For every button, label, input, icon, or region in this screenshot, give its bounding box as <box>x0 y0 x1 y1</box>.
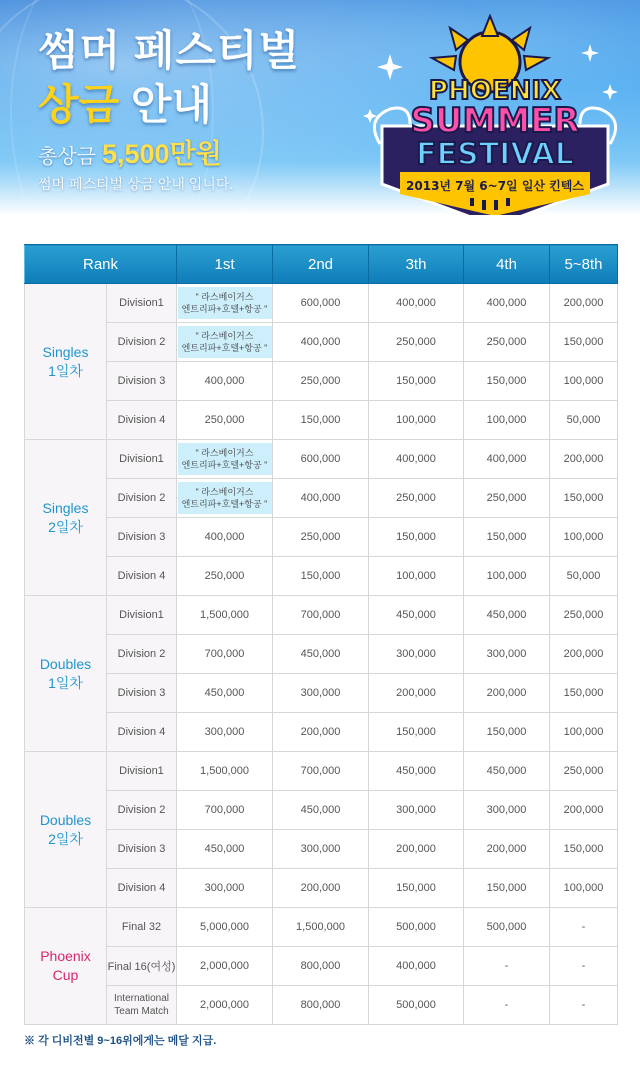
rank-group-name: Singles <box>42 343 89 360</box>
prize-package-cell <box>177 323 273 362</box>
prize-amount-cell: 100,000 <box>369 401 464 440</box>
prize-amount-cell: 250,000 <box>550 596 618 635</box>
prize-amount-cell: 1,500,000 <box>177 596 273 635</box>
column-header-2: 2nd <box>273 245 369 284</box>
rank-group-name: Doubles <box>39 811 92 828</box>
prize-amount-cell: 500,000 <box>369 986 464 1025</box>
prize-amount-cell: 50,000 <box>550 557 618 596</box>
prize-amount-cell: 150,000 <box>550 323 618 362</box>
table-row <box>25 908 618 947</box>
prize-amount-cell: 300,000 <box>177 869 273 908</box>
prize-amount-cell: - <box>550 947 618 986</box>
prize-amount-cell: 100,000 <box>464 401 550 440</box>
prize-amount-cell: 500,000 <box>369 908 464 947</box>
rank-group-label <box>25 908 107 1025</box>
vegas-package-badge: " 라스베이거스 엔트리파+호텔+항공 " <box>178 287 272 319</box>
prize-amount-cell: 250,000 <box>464 323 550 362</box>
prize-amount-cell: 450,000 <box>273 635 369 674</box>
table-row <box>25 401 618 440</box>
rank-group-day: 1일차 <box>48 674 83 691</box>
prize-amount-cell: 800,000 <box>273 986 369 1025</box>
phoenix-summer-festival-logo <box>360 14 630 215</box>
prize-amount-cell: 2,000,000 <box>177 986 273 1025</box>
table-row <box>25 830 618 869</box>
prize-amount-cell: 400,000 <box>177 518 273 557</box>
rank-group-day: Cup <box>52 967 79 983</box>
page-title: 썸머 페스티벌 <box>38 27 301 74</box>
prize-amount-cell: 400,000 <box>369 284 464 323</box>
prize-amount-cell: 500,000 <box>464 908 550 947</box>
page-subtitle <box>38 72 212 132</box>
prize-amount-cell: 450,000 <box>464 752 550 791</box>
prize-amount-cell: 250,000 <box>369 479 464 518</box>
prize-amount-cell: 400,000 <box>369 440 464 479</box>
prize-amount-cell: 450,000 <box>177 674 273 713</box>
rank-group-name: Singles <box>42 499 89 516</box>
rank-group-day: 2일차 <box>48 518 83 535</box>
prize-amount-cell: 200,000 <box>550 791 618 830</box>
prize-amount-cell: 150,000 <box>273 401 369 440</box>
prize-amount-cell: 400,000 <box>464 440 550 479</box>
prize-amount-cell: 400,000 <box>177 362 273 401</box>
table-header-row <box>25 245 618 284</box>
prize-amount-cell: 250,000 <box>550 752 618 791</box>
prize-amount-cell: 250,000 <box>464 479 550 518</box>
total-prize <box>38 132 222 171</box>
prize-amount-cell: 1,500,000 <box>273 908 369 947</box>
table-row <box>25 752 618 791</box>
table-row <box>25 986 618 1025</box>
column-header-5: 5~8th <box>550 245 618 284</box>
division-label: Division 2 <box>107 323 177 362</box>
division-label: Division1 <box>107 596 177 635</box>
prize-amount-cell: 200,000 <box>273 869 369 908</box>
division-label: Division 3 <box>107 518 177 557</box>
prize-amount-cell: 250,000 <box>177 557 273 596</box>
table-row <box>25 674 618 713</box>
division-label: Final 32 <box>107 908 177 947</box>
prize-amount-cell: 150,000 <box>550 830 618 869</box>
prize-amount-cell: 600,000 <box>273 284 369 323</box>
prize-amount-cell: 150,000 <box>464 518 550 557</box>
prize-amount-cell: 1,500,000 <box>177 752 273 791</box>
prize-amount-cell: 200,000 <box>550 284 618 323</box>
column-header-rank: Rank <box>25 245 177 284</box>
footnote: ※ 각 디비전별 9~16위에게는 메달 지급. <box>24 1035 217 1047</box>
division-label: Division 2 <box>107 791 177 830</box>
prize-amount-cell: 450,000 <box>273 791 369 830</box>
prize-amount-cell: 300,000 <box>177 713 273 752</box>
total-prize-amount: 5,500만원 <box>101 139 222 169</box>
prize-amount-cell: 150,000 <box>369 869 464 908</box>
rank-group-label <box>25 596 107 752</box>
table-row <box>25 791 618 830</box>
division-label: Division1 <box>107 752 177 791</box>
prize-amount-cell: - <box>550 908 618 947</box>
division-label: Division1 <box>107 284 177 323</box>
prize-amount-cell: 400,000 <box>273 479 369 518</box>
table-body <box>25 284 618 1025</box>
prize-amount-cell: 150,000 <box>369 362 464 401</box>
prize-amount-cell: 800,000 <box>273 947 369 986</box>
prize-package-cell <box>177 440 273 479</box>
prize-amount-cell: 400,000 <box>464 284 550 323</box>
table-row <box>25 284 618 323</box>
title-rest: 안내 <box>119 81 212 128</box>
division-label: Division 2 <box>107 479 177 518</box>
division-label: Division 3 <box>107 362 177 401</box>
prize-amount-cell: 300,000 <box>273 830 369 869</box>
logo-word-phoenix: PHOENIX <box>428 76 562 106</box>
division-label: Division 2 <box>107 635 177 674</box>
prize-amount-cell: 450,000 <box>369 596 464 635</box>
prize-package-cell <box>177 284 273 323</box>
prize-amount-cell: 400,000 <box>369 947 464 986</box>
vegas-package-badge: " 라스베이거스 엔트리파+호텔+항공 " <box>178 326 272 358</box>
prize-amount-cell: 200,000 <box>369 830 464 869</box>
logo-word-festival: FESTIVAL <box>416 137 574 172</box>
prize-amount-cell: 100,000 <box>369 557 464 596</box>
prize-amount-cell: 250,000 <box>273 362 369 401</box>
rank-group-day: 2일차 <box>48 830 83 847</box>
prize-amount-cell: 250,000 <box>177 401 273 440</box>
table-row <box>25 323 618 362</box>
table-row <box>25 713 618 752</box>
rank-group-day: 1일차 <box>48 362 83 379</box>
rank-group-label <box>25 752 107 908</box>
prize-amount-cell: 100,000 <box>550 362 618 401</box>
prize-amount-cell: 250,000 <box>369 323 464 362</box>
division-label: Division 3 <box>107 830 177 869</box>
prize-amount-cell: 200,000 <box>369 674 464 713</box>
prize-amount-cell: 700,000 <box>273 596 369 635</box>
title-highlight: 상금 <box>38 81 120 128</box>
prize-amount-cell: 150,000 <box>464 713 550 752</box>
table-row <box>25 869 618 908</box>
prize-amount-cell: 450,000 <box>177 830 273 869</box>
prize-amount-cell: - <box>464 947 550 986</box>
prize-amount-cell: 700,000 <box>177 635 273 674</box>
prize-amount-cell: 150,000 <box>550 674 618 713</box>
prize-amount-cell: 200,000 <box>464 830 550 869</box>
prize-amount-cell: 200,000 <box>550 440 618 479</box>
prize-amount-cell: 300,000 <box>369 635 464 674</box>
division-label: Division 4 <box>107 869 177 908</box>
prize-amount-cell: 200,000 <box>273 713 369 752</box>
rank-group-name: Phoenix <box>40 948 91 964</box>
table-row <box>25 362 618 401</box>
rank-group-label <box>25 284 107 440</box>
prize-amount-cell: 100,000 <box>464 557 550 596</box>
division-label: Division 3 <box>107 674 177 713</box>
prize-amount-cell: 400,000 <box>273 323 369 362</box>
column-header-1: 1st <box>177 245 273 284</box>
prize-amount-cell: 600,000 <box>273 440 369 479</box>
vegas-package-badge: " 라스베이거스 엔트리파+호텔+항공 " <box>178 482 272 514</box>
division-label: Division1 <box>107 440 177 479</box>
prize-amount-cell: 300,000 <box>464 635 550 674</box>
division-label: Division 4 <box>107 557 177 596</box>
prize-amount-cell: 100,000 <box>550 869 618 908</box>
prize-amount-cell: 50,000 <box>550 401 618 440</box>
table-row <box>25 518 618 557</box>
table-row <box>25 557 618 596</box>
prize-amount-cell: 450,000 <box>369 752 464 791</box>
table-row <box>25 947 618 986</box>
column-header-4: 4th <box>464 245 550 284</box>
prize-amount-cell: 700,000 <box>273 752 369 791</box>
column-header-3: 3th <box>369 245 464 284</box>
prize-amount-cell: 250,000 <box>273 518 369 557</box>
prize-amount-cell: 150,000 <box>550 479 618 518</box>
prize-amount-cell: 100,000 <box>550 713 618 752</box>
prize-amount-cell: 150,000 <box>369 518 464 557</box>
prize-amount-cell: 300,000 <box>369 791 464 830</box>
vegas-package-badge: " 라스베이거스 엔트리파+호텔+항공 " <box>178 443 272 475</box>
total-prize-label: 총상금 <box>38 146 96 168</box>
prize-amount-cell: 100,000 <box>550 518 618 557</box>
prize-table <box>24 244 618 1025</box>
logo-word-summer: SUMMER <box>410 101 580 141</box>
logo-date: 2013년 7월 6~7일 일산 킨텍스 <box>406 179 584 193</box>
table-row <box>25 596 618 635</box>
prize-amount-cell: - <box>550 986 618 1025</box>
division-label: Division 4 <box>107 401 177 440</box>
prize-amount-cell: 150,000 <box>273 557 369 596</box>
prize-amount-cell: 150,000 <box>464 362 550 401</box>
rank-group-label <box>25 440 107 596</box>
division-label: Final 16(여성) <box>107 947 177 986</box>
prize-package-cell <box>177 479 273 518</box>
header-description: 썸머 페스티벌 상금 안내 입니다. <box>38 176 234 192</box>
prize-amount-cell: 150,000 <box>464 869 550 908</box>
table-row <box>25 440 618 479</box>
prize-amount-cell: 200,000 <box>464 674 550 713</box>
prize-amount-cell: 300,000 <box>273 674 369 713</box>
prize-amount-cell: 5,000,000 <box>177 908 273 947</box>
prize-amount-cell: 700,000 <box>177 791 273 830</box>
header-banner <box>0 0 640 215</box>
prize-amount-cell: 450,000 <box>464 596 550 635</box>
prize-amount-cell: - <box>464 986 550 1025</box>
division-label: Division 4 <box>107 713 177 752</box>
rank-group-name: Doubles <box>39 655 92 672</box>
prize-amount-cell: 300,000 <box>464 791 550 830</box>
division-label: International Team Match <box>107 986 177 1025</box>
prize-amount-cell: 200,000 <box>550 635 618 674</box>
prize-amount-cell: 150,000 <box>369 713 464 752</box>
prize-amount-cell: 2,000,000 <box>177 947 273 986</box>
table-row <box>25 635 618 674</box>
table-row <box>25 479 618 518</box>
